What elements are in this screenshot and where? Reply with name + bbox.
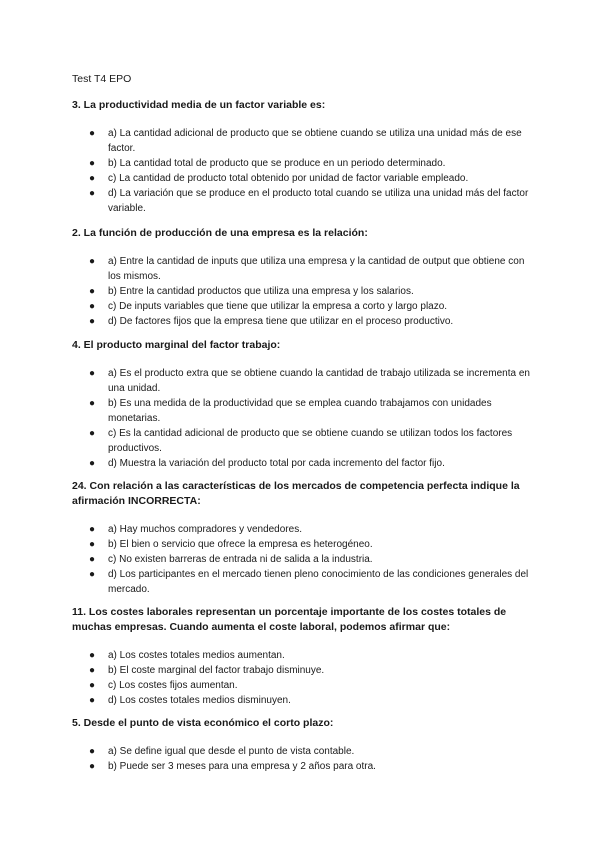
bullet-icon: ●	[89, 458, 96, 469]
option-item	[72, 456, 532, 471]
question-block	[72, 605, 532, 708]
option-item	[72, 171, 532, 186]
bullet-icon: ●	[89, 539, 96, 550]
option-item	[72, 396, 532, 426]
bullet-icon: ●	[89, 316, 96, 327]
bullet-icon: ●	[89, 173, 96, 184]
option-text: a) Se define igual que desde el punto de vista contable.	[108, 746, 355, 757]
bullet-icon: ●	[89, 761, 96, 772]
bullet-icon: ●	[89, 695, 96, 706]
options-list	[72, 744, 532, 774]
question-heading: 5. Desde el punto de vista económico el corto plazo:	[72, 717, 334, 729]
question-block	[72, 338, 532, 471]
option-item	[72, 366, 532, 396]
bullet-icon: ●	[89, 665, 96, 676]
option-text: a) Hay muchos compradores y vendedores.	[108, 524, 302, 535]
options-list	[72, 522, 532, 597]
option-item	[72, 759, 532, 774]
bullet-icon: ●	[89, 286, 96, 297]
option-item	[72, 314, 532, 329]
option-text: b) Entre la cantidad productos que utiliza una empresa y los salarios.	[108, 286, 414, 297]
question-heading: 2. La función de producción de una empresa es la relación:	[72, 227, 368, 239]
option-text: b) Puede ser 3 meses para una empresa y 2 años para otra.	[108, 761, 376, 772]
option-text: b) El coste marginal del factor trabajo disminuye.	[108, 665, 325, 676]
option-text: a) La cantidad adicional de producto que se obtiene cuando se utiliza una unidad más de ese factor.	[108, 128, 522, 154]
bullet-icon: ●	[89, 301, 96, 312]
document-title: Test T4 EPO	[72, 73, 132, 85]
bullet-icon: ●	[89, 128, 96, 139]
option-item	[72, 693, 532, 708]
question-heading: 11. Los costes laborales representan un porcentaje importante de los costes totales de muchas empresas. Cuando aumenta el coste laboral, podemos afirmar que:	[72, 606, 507, 633]
option-item	[72, 522, 532, 537]
option-text: c) No existen barreras de entrada ni de salida a la industria.	[108, 554, 373, 565]
option-item	[72, 254, 532, 284]
option-text: a) Los costes totales medios aumentan.	[108, 650, 285, 661]
options-list	[72, 126, 532, 216]
question-block	[72, 479, 532, 597]
question-heading: 3. La productividad media de un factor variable es:	[72, 99, 326, 111]
option-text: c) La cantidad de producto total obtenido por unidad de factor variable empleado.	[108, 173, 469, 184]
question-heading: 24. Con relación a las características de los mercados de competencia perfecta indique la afirmación INCORRECTA:	[72, 480, 520, 507]
bullet-icon: ●	[89, 746, 96, 757]
option-text: d) Muestra la variación del producto total por cada incremento del factor fijo.	[108, 458, 445, 469]
question-heading: 4. El producto marginal del factor trabajo:	[72, 339, 281, 351]
bullet-icon: ●	[89, 680, 96, 691]
option-item	[72, 126, 532, 156]
bullet-icon: ●	[89, 650, 96, 661]
option-text: b) El bien o servicio que ofrece la empresa es heterogéneo.	[108, 539, 373, 550]
option-text: c) Es la cantidad adicional de producto que se obtiene cuando se utilizan todos los factores productivos.	[108, 428, 513, 454]
option-item	[72, 156, 532, 171]
bullet-icon: ●	[89, 554, 96, 565]
option-item	[72, 648, 532, 663]
options-list	[72, 648, 532, 708]
option-item	[72, 537, 532, 552]
question-block	[72, 226, 532, 329]
option-text: b) Es una medida de la productividad que se emplea cuando trabajamos con unidades monetarias.	[108, 398, 492, 424]
option-item	[72, 299, 532, 314]
option-item	[72, 567, 532, 597]
bullet-icon: ●	[89, 428, 96, 439]
option-text: a) Entre la cantidad de inputs que utiliza una empresa y la cantidad de output que obtiene con los mismos.	[108, 256, 525, 282]
bullet-icon: ●	[89, 569, 96, 580]
option-text: d) La variación que se produce en el producto total cuando se utiliza una unidad más del factor variable.	[108, 188, 529, 214]
option-text: d) Los costes totales medios disminuyen.	[108, 695, 291, 706]
option-item	[72, 744, 532, 759]
option-item	[72, 552, 532, 567]
bullet-icon: ●	[89, 188, 96, 199]
option-text: c) De inputs variables que tiene que utilizar la empresa a corto y largo plazo.	[108, 301, 448, 312]
option-text: d) De factores fijos que la empresa tiene que utilizar en el proceso productivo.	[108, 316, 454, 327]
option-item	[72, 678, 532, 693]
question-block	[72, 98, 532, 216]
option-text: b) La cantidad total de producto que se produce en un periodo determinado.	[108, 158, 446, 169]
option-item	[72, 284, 532, 299]
bullet-icon: ●	[89, 158, 96, 169]
bullet-icon: ●	[89, 398, 96, 409]
options-list	[72, 366, 532, 471]
option-item	[72, 186, 532, 216]
option-item	[72, 663, 532, 678]
option-text: c) Los costes fijos aumentan.	[108, 680, 238, 691]
option-text: a) Es el producto extra que se obtiene cuando la cantidad de trabajo utilizada se incrementa en una unidad.	[108, 368, 530, 394]
bullet-icon: ●	[89, 524, 96, 535]
option-text: d) Los participantes en el mercado tienen pleno conocimiento de las condiciones generales del mercado.	[108, 569, 529, 595]
bullet-icon: ●	[89, 368, 96, 379]
option-item	[72, 426, 532, 456]
bullet-icon: ●	[89, 256, 96, 267]
options-list	[72, 254, 532, 329]
question-block	[72, 716, 532, 774]
